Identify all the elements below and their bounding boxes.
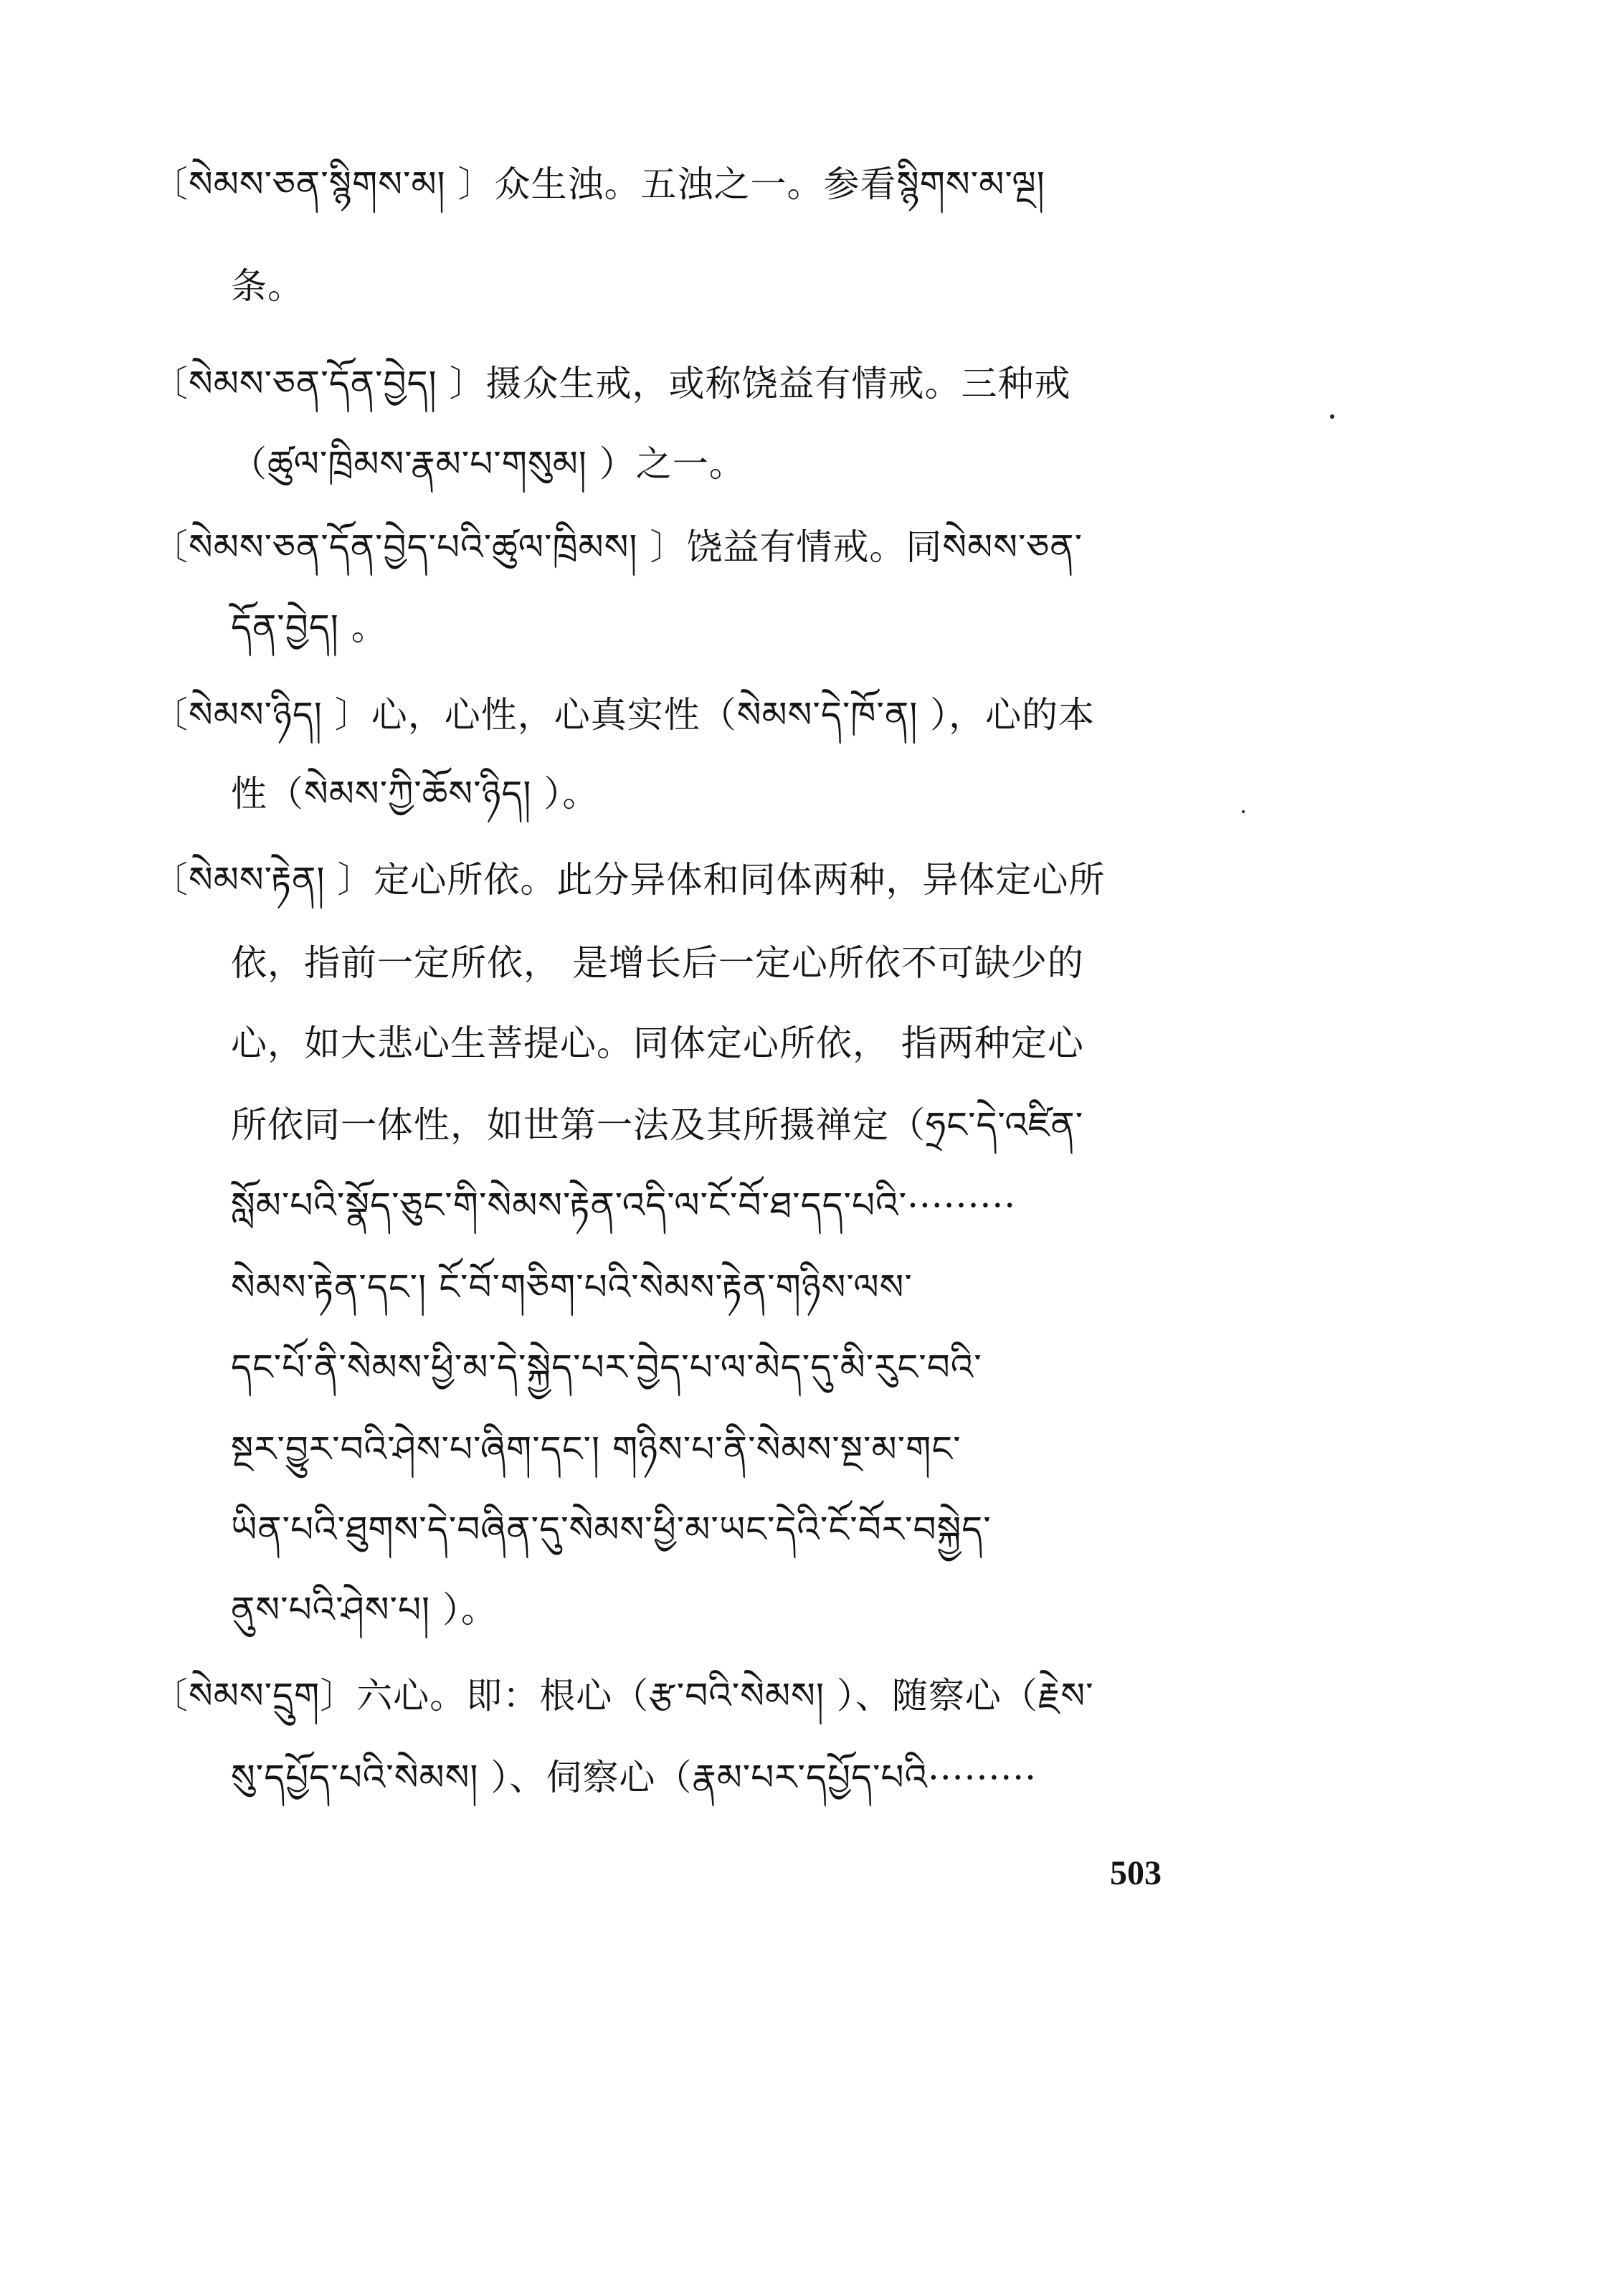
entry-3-headline: 〔སེམས་ཅན་དོན་བྱེད་པའི་ཚུལ་ཁྲིམས། 〕饶益有情戒。同སེམས་ཅན་: [152, 526, 1083, 568]
entry-5-line-4: 所依同一体性，如世第一法及其所摄禅定（ཧྲང་དེ་འཛིན་: [231, 1104, 1084, 1146]
entry-5-headline: 〔སེམས་རྟེན། 〕定心所依。此分异体和同体两种，异体定心所: [152, 859, 1106, 901]
entry-1-headline: 〔སེམས་ཅན་སྙིགས་མ། 〕众生浊。五浊之一。参看སྙིགས་མ་ལྔ།: [152, 163, 1045, 205]
entry-2-continuation: （ཚུལ་ཁྲིམས་རྣམ་པ་གསུམ། ）之一。: [231, 443, 746, 485]
entry-5-line-7: དང་པོ་ནི་སེམས་ཕྱི་མ་དེ་སྐྱེད་པར་བྱེད་པ་ལ་མེད་དུ་མི་རུང་བའི་: [231, 1347, 982, 1388]
entry-4-continuation: 性（སེམས་ཀྱི་ཆོས་ཉིད། ）。: [231, 773, 599, 815]
entry-6-headline: 〔སེམས་དྲུག〕六心。即：根心（རྩ་བའི་སེམས། ）、随察心（རྗེས་: [152, 1675, 1094, 1717]
entry-5-line-8: སྔར་བྱུར་བའི་ཤེས་པ་ཞིག་དང་། གཉིས་པ་ནི་སེམས་སྔ་མ་གང་: [231, 1428, 961, 1470]
entry-1-continuation: 条。: [231, 265, 304, 307]
entry-3-continuation: དོན་བྱེད། 。: [231, 607, 388, 648]
entry-5-line-2: 依，指前一定所依， 是增长后一定心所依不可缺少的: [231, 942, 1084, 984]
entry-5-line-6: སེམས་རྟེན་དང་། ངོ་བོ་གཅིག་པའི་སེམས་རྟེན་གཉིས་ལས་: [231, 1266, 913, 1308]
entry-5-line-5: སློམ་པའི་སྣོད་ཅུང་གི་སེམས་རྟེན་འདི་ལ་ངོ་བོ་ཐ་དད་པའི་·········: [231, 1185, 1017, 1226]
scan-speck: [1330, 414, 1334, 419]
entry-5-line-9: ཡིན་པའི་ཐུགས་དེ་བཞིན་དུ་སེམས་ཕྱི་མ་ཡང་དེའི་ངོ་བོར་བསྐྱེད་: [231, 1509, 992, 1550]
scan-speck: [1242, 810, 1245, 813]
entry-6-continuation: སུ་དཔྱོད་པའི་སེམས། ）、伺察心（རྣམ་པར་དཔྱོད་པའི·········: [231, 1757, 1037, 1798]
entry-5-line-10: ནུས་པའི་ཤེས་པ། ）。: [231, 1589, 498, 1630]
page-number: 503: [1110, 1854, 1162, 1892]
entry-5-line-3: 心，如大悲心生菩提心。同体定心所依， 指两种定心: [231, 1022, 1084, 1064]
entry-2-headline: 〔སེམས་ཅན་དོན་བྱེད། 〕摄众生戒，或称饶益有情戒。三种戒: [152, 363, 1071, 404]
entry-4-headline: 〔སེམས་ཉིད། 〕心，心性，心真实性（སེམས་དེ་ཁོ་ན། ），心的本: [152, 694, 1096, 736]
